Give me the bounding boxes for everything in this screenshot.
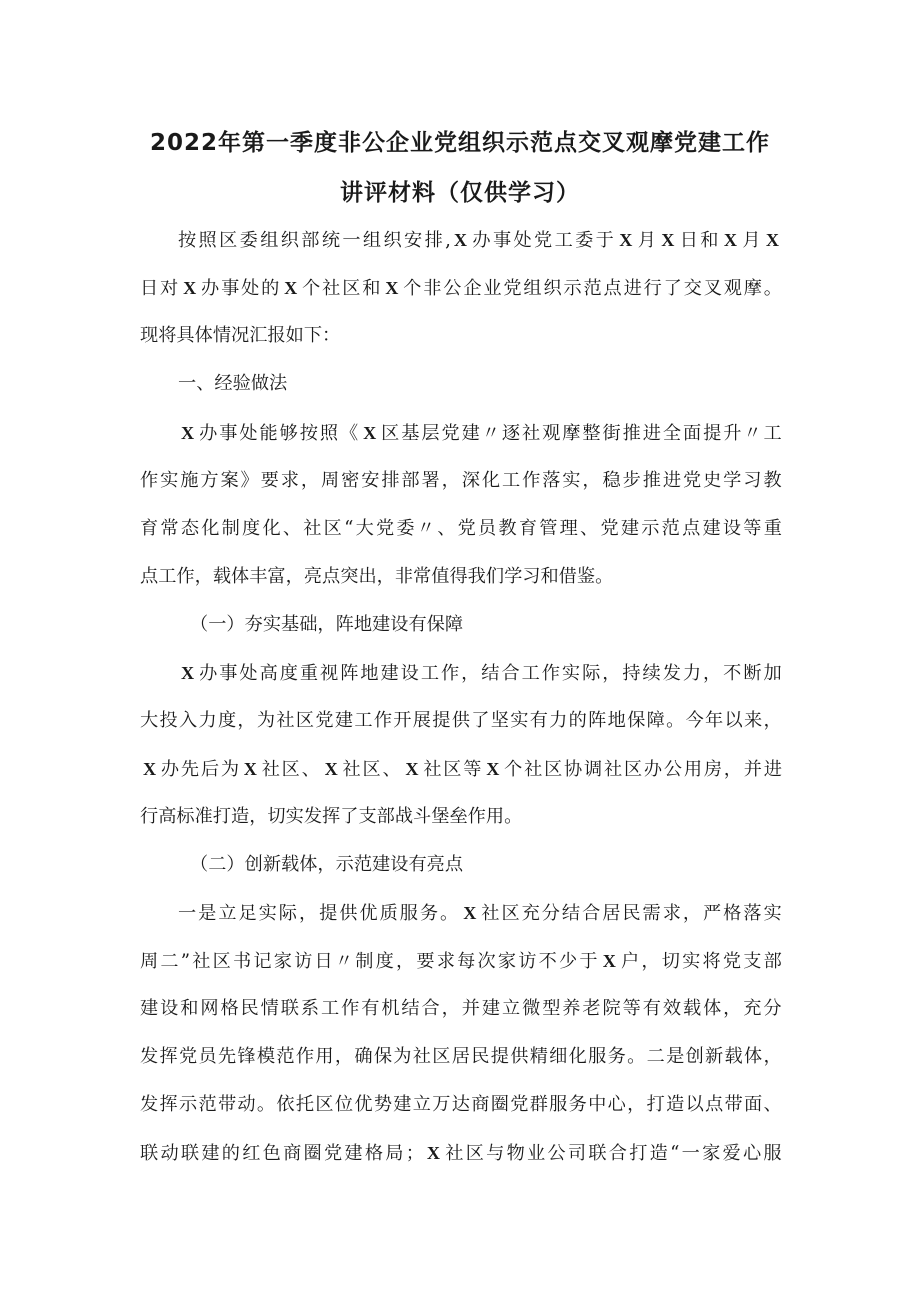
paragraph-line: 点工作，载体丰富，亮点突出，非常值得我们学习和借鉴。 [140,566,614,587]
paragraph-line: 现将具体情况汇报如下： [140,325,341,346]
subsection-heading: （一）夯实基础，阵地建设有保障 [190,614,464,635]
paragraph-line: 行高标准打造，切实发挥了支部战斗堡垒作用。 [140,806,523,827]
paragraph-line: 发挥党员先锋模范作用，确保为社区居民提供精细化服务。二是创新载体， [140,1046,782,1067]
paragraph-line: 周二”社区书记家访日〃制度，要求每次家访不少于 X 户，切实将党支部 [140,951,782,972]
paragraph-line: 建设和网格民情联系工作有机结合，并建立微型养老院等有效载体，充分 [140,998,782,1019]
section-heading: 一、经验做法 [178,373,288,394]
paragraph-line: X 办先后为 X 社区、 X 社区、 X 社区等 X 个社区协调社区办公用房，并进 [143,759,782,780]
document-title-line-1: 2022年第一季度非公企业党组织示范点交叉观摩党建工作 [149,130,770,156]
subsection-heading: （二）创新载体，示范建设有亮点 [190,854,464,875]
paragraph-line: 大投入力度，为社区党建工作开展提供了坚实有力的阵地保障。今年以来， [140,710,782,731]
paragraph-line: 联动联建的红色商圈党建格局； X 社区与物业公司联合打造“一家爱心服 [140,1143,782,1164]
document-title-line-2: 讲评材料（仅供学习） [340,180,580,206]
paragraph-line: 一是立足实际，提供优质服务。 X 社区充分结合居民需求，严格落实 [178,903,782,924]
paragraph-line: X 办事处高度重视阵地建设工作，结合工作实际，持续发力，不断加 [181,663,782,684]
paragraph-line: 作实施方案》要求，周密安排部署，深化工作落实，稳步推进党史学习教 [140,470,782,491]
paragraph-line: X 办事处能够按照《 X 区基层党建〃逐社观摩整街推进全面提升〃工 [181,423,782,444]
paragraph-line: 按照区委组织部统一组织安排, X 办事处党工委于 X 月 X 日和 X 月 X [178,230,779,251]
paragraph-line: 育常态化制度化、社区“大党委〃、党员教育管理、党建示范点建设等重 [140,518,782,539]
paragraph-line: 发挥示范带动。依托区位优势建立万达商圈党群服务中心，打造以点带面、 [140,1094,782,1115]
paragraph-line: 日对 X 办事处的 X 个社区和 X 个非公企业党组织示范点进行了交叉观摩。 [140,278,782,299]
